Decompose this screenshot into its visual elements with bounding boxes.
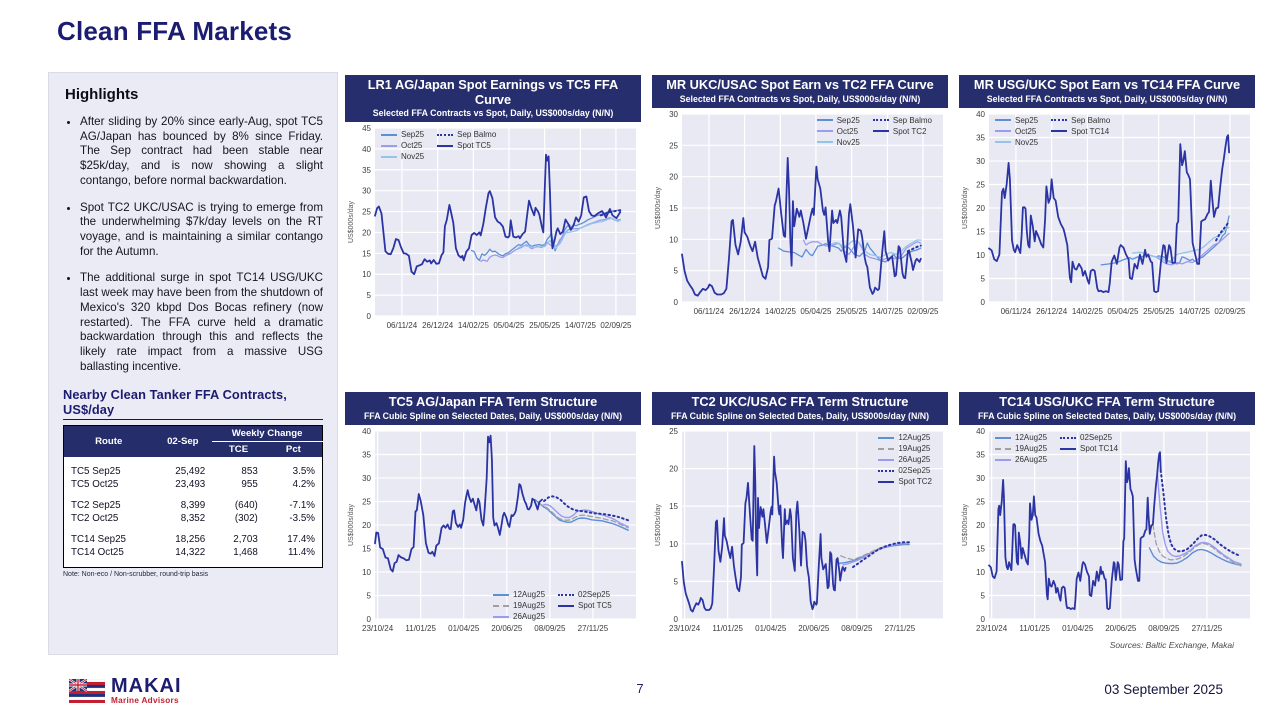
chart-subtitle: Selected FFA Contracts vs Spot, Daily, US$000s/day (N/N)	[986, 93, 1228, 104]
svg-text:5: 5	[366, 291, 371, 301]
legend-line-swatch	[878, 481, 894, 483]
legend-label: 12Aug25	[898, 433, 931, 443]
legend-line-swatch	[558, 605, 574, 607]
legend-label: Sep25	[401, 130, 425, 140]
svg-text:08/09/25: 08/09/25	[841, 624, 873, 634]
highlight-bullet: • Spot TC2 UKC/USAC is trying to emerge from the underwhelming $7k/day levels on the RT voyage, and is maintaining a similar contango for the Autumn.	[80, 201, 323, 260]
legend-line-swatch	[817, 119, 833, 121]
legend-label: Oct25	[1015, 126, 1037, 136]
legend-label: 26Aug25	[898, 455, 931, 465]
chart-header	[959, 392, 1255, 425]
svg-text:14/07/25: 14/07/25	[564, 321, 596, 331]
chart-subtitle: FFA Cubic Spline on Selected Dates, Daily, US$000s/day (N/N)	[363, 411, 623, 422]
svg-text:14/02/25: 14/02/25	[457, 321, 489, 331]
brand-tagline: Marine Advisors	[111, 696, 179, 705]
svg-text:45: 45	[362, 124, 371, 134]
cell-route: TC5 Sep25	[71, 465, 121, 477]
legend-item	[817, 138, 860, 147]
table-footnote: Note: Non-eco / Non-scrubber, round-trip basis	[63, 570, 209, 578]
svg-text:25/05/25: 25/05/25	[529, 321, 561, 331]
svg-text:0: 0	[366, 312, 371, 322]
legend-line-swatch	[817, 130, 833, 132]
chart-panel-mr-tc2-spot	[652, 75, 948, 346]
cell-route: TC14 Sep25	[71, 533, 127, 545]
cell-tce: 1,468	[233, 546, 258, 558]
svg-text:25: 25	[976, 497, 985, 507]
svg-text:20/06/25: 20/06/25	[491, 624, 523, 634]
svg-text:23/10/24: 23/10/24	[976, 624, 1008, 634]
svg-text:5: 5	[673, 577, 678, 587]
legend-label: 19Aug25	[898, 444, 931, 454]
chart-header	[652, 392, 948, 425]
svg-text:26/12/24: 26/12/24	[729, 306, 761, 316]
report-date: 03 September 2025	[1104, 682, 1223, 697]
svg-text:40: 40	[976, 109, 985, 119]
svg-text:20/06/25: 20/06/25	[1105, 624, 1137, 634]
legend-label: 19Aug25	[513, 601, 546, 611]
chart-legend	[995, 433, 1118, 464]
svg-text:10: 10	[362, 270, 371, 280]
chart-legend	[878, 433, 932, 486]
legend-item	[1060, 433, 1118, 442]
cell-value: 8,352	[180, 512, 206, 524]
svg-text:30: 30	[976, 474, 985, 484]
legend-line-swatch	[381, 134, 397, 136]
legend-item	[995, 138, 1038, 147]
highlights-panel	[48, 72, 338, 655]
legend-item	[437, 130, 496, 139]
svg-text:23/10/24: 23/10/24	[362, 624, 394, 634]
legend-label: 02Sep25	[578, 590, 611, 600]
col-header-pct: Pct	[265, 441, 323, 457]
cell-route: TC5 Oct25	[71, 478, 119, 490]
chart-legend	[995, 116, 1110, 147]
svg-text:25: 25	[362, 497, 371, 507]
svg-text:06/11/24: 06/11/24	[693, 306, 725, 316]
cell-route: TC14 Oct25	[71, 546, 124, 558]
cell-value: 23,493	[175, 478, 206, 490]
svg-text:10: 10	[669, 539, 678, 549]
svg-text:14/02/25: 14/02/25	[1071, 306, 1103, 316]
chart-panel-mr-tc14-spot	[959, 75, 1255, 346]
svg-text:30: 30	[362, 187, 371, 197]
cell-tce: 853	[241, 465, 258, 477]
legend-label: Sep Balmo	[457, 130, 497, 140]
legend-line-swatch	[995, 448, 1011, 450]
table-row	[64, 546, 323, 559]
svg-text:20: 20	[976, 521, 985, 531]
legend-label: Spot TC14	[1080, 444, 1119, 454]
svg-text:20: 20	[362, 228, 371, 238]
chart-title: TC14 USG/UKC FFA Term Structure	[999, 394, 1215, 410]
legend-label: Spot TC14	[1071, 126, 1110, 136]
svg-text:20: 20	[362, 521, 371, 531]
svg-text:35: 35	[976, 450, 985, 460]
table-row	[64, 478, 323, 491]
svg-text:0: 0	[980, 615, 985, 625]
svg-text:US$000s/day: US$000s/day	[655, 186, 662, 229]
legend-label: 26Aug25	[1015, 455, 1048, 465]
legend-line-swatch	[558, 594, 574, 596]
svg-text:14/07/25: 14/07/25	[1178, 306, 1210, 316]
svg-text:15: 15	[669, 502, 678, 512]
legend-line-swatch	[381, 145, 397, 147]
legend-label: Nov25	[836, 137, 860, 147]
svg-text:35: 35	[976, 133, 985, 143]
svg-text:27/11/25: 27/11/25	[1191, 624, 1223, 634]
highlights-bullet-list	[63, 115, 323, 375]
legend-line-swatch	[878, 448, 894, 450]
svg-text:08/09/25: 08/09/25	[534, 624, 566, 634]
cell-tce: (640)	[234, 499, 258, 511]
highlight-bullet: • After sliding by 20% since early-Aug, spot TC5 AG/Japan has bounced by 8% since Friday. The Sep contract had been stable near $25k/day, and is now showing a slight contango, before normal backwardation.	[80, 115, 323, 189]
svg-text:14/07/25: 14/07/25	[871, 306, 903, 316]
svg-text:06/11/24: 06/11/24	[386, 321, 418, 331]
chart-subtitle: FFA Cubic Spline on Selected Dates, Daily, US$000s/day (N/N)	[977, 411, 1237, 422]
svg-text:01/04/25: 01/04/25	[448, 624, 480, 634]
svg-text:23/10/24: 23/10/24	[669, 624, 701, 634]
legend-label: Nov25	[1015, 137, 1039, 147]
legend-item	[995, 127, 1038, 136]
legend-item	[873, 127, 932, 136]
table-title: Nearby Clean Tanker FFA Contracts, US$/day	[63, 387, 323, 420]
legend-label: Sep Balmo	[1071, 115, 1111, 125]
svg-text:5: 5	[366, 591, 371, 601]
legend-item	[381, 152, 424, 161]
page-number: 7	[636, 681, 644, 696]
legend-label: Oct25	[836, 126, 859, 136]
svg-text:27/11/25: 27/11/25	[884, 624, 916, 634]
chart-title: MR USG/UKC Spot Earn vs TC14 FFA Curve	[973, 77, 1241, 92]
legend-label: Sep25	[836, 115, 860, 125]
legend-line-swatch	[1060, 448, 1076, 450]
chart-header	[959, 75, 1255, 108]
legend-label: 02Sep25	[898, 466, 931, 476]
legend-item	[995, 444, 1047, 453]
svg-text:15: 15	[669, 203, 678, 213]
col-header-route: Route	[64, 425, 154, 457]
chart-panel-tc2-term-structure	[652, 392, 948, 649]
svg-text:20: 20	[669, 172, 678, 182]
chart-legend	[381, 130, 496, 161]
chart-subtitle: Selected FFA Contracts vs Spot, Daily, US$000s/day (N/N)	[372, 108, 614, 119]
svg-text:40: 40	[362, 427, 371, 437]
svg-text:5: 5	[980, 591, 985, 601]
chart-legend	[817, 116, 932, 147]
legend-item	[817, 127, 860, 136]
cell-pct: -7.1%	[289, 499, 315, 511]
legend-line-swatch	[437, 134, 453, 136]
chart-header	[652, 75, 948, 108]
legend-line-swatch	[493, 605, 509, 607]
svg-text:05/04/25: 05/04/25	[1107, 306, 1139, 316]
legend-item	[558, 601, 612, 610]
chart-title: LR1 AG/Japan Spot Earnings vs TC5 FFA Curve	[367, 77, 619, 107]
svg-text:10: 10	[362, 568, 371, 578]
ffa-contracts-table-section	[63, 387, 323, 578]
legend-item	[1060, 444, 1118, 453]
svg-text:25: 25	[669, 427, 678, 437]
svg-text:11/01/25: 11/01/25	[405, 624, 436, 634]
svg-text:US$000s/day: US$000s/day	[655, 504, 662, 547]
legend-label: 02Sep25	[1080, 433, 1113, 443]
table-row	[64, 533, 323, 546]
svg-text:US$000s/day: US$000s/day	[348, 201, 355, 244]
cell-pct: 17.4%	[287, 533, 315, 545]
legend-item	[381, 130, 424, 139]
svg-text:06/11/24: 06/11/24	[1000, 306, 1032, 316]
legend-line-swatch	[878, 437, 894, 439]
chart-title: TC2 UKC/USAC FFA Term Structure	[691, 394, 909, 410]
chart-panel-tc5-term-structure	[345, 392, 641, 649]
legend-line-swatch	[493, 594, 509, 596]
svg-text:US$000s/day: US$000s/day	[348, 504, 355, 547]
svg-text:0: 0	[980, 297, 985, 307]
svg-text:02/09/25: 02/09/25	[907, 306, 939, 316]
svg-text:25/05/25: 25/05/25	[836, 306, 868, 316]
svg-text:20: 20	[669, 464, 678, 474]
col-header-date: 02-Sep	[153, 425, 212, 457]
cell-route: TC2 Sep25	[71, 499, 121, 511]
svg-text:10: 10	[976, 568, 985, 578]
legend-line-swatch	[878, 459, 894, 461]
chart-subtitle: Selected FFA Contracts vs Spot, Daily, US$000s/day (N/N)	[679, 93, 921, 104]
svg-text:15: 15	[362, 249, 371, 259]
legend-item	[878, 466, 932, 475]
chart-header	[345, 75, 641, 122]
cell-value: 14,322	[175, 546, 206, 558]
chart-panel-tc14-term-structure	[959, 392, 1255, 649]
svg-text:14/02/25: 14/02/25	[764, 306, 796, 316]
svg-text:25: 25	[976, 180, 985, 190]
cell-pct: -3.5%	[289, 512, 315, 524]
cell-tce: 955	[241, 478, 258, 490]
charts-grid	[345, 75, 1255, 649]
legend-line-swatch	[873, 130, 889, 132]
legend-label: Sep Balmo	[892, 115, 932, 125]
legend-line-swatch	[493, 616, 509, 618]
legend-line-swatch	[1051, 130, 1067, 132]
legend-line-swatch	[873, 119, 889, 121]
cell-tce: (302)	[234, 512, 258, 524]
table-row	[64, 499, 323, 512]
legend-line-swatch	[817, 141, 833, 143]
legend-item	[493, 601, 545, 610]
legend-item	[817, 116, 860, 125]
svg-text:0: 0	[673, 297, 678, 307]
svg-text:26/12/24: 26/12/24	[1036, 306, 1068, 316]
legend-label: Spot TC5	[578, 601, 612, 611]
cell-route: TC2 Oct25	[71, 512, 119, 524]
svg-text:40: 40	[976, 427, 985, 437]
legend-item	[1051, 116, 1110, 125]
legend-label: 12Aug25	[513, 590, 546, 600]
svg-text:40: 40	[362, 145, 371, 155]
cell-pct: 4.2%	[292, 478, 315, 490]
cell-value: 8,399	[180, 499, 206, 511]
legend-item	[878, 433, 932, 442]
svg-text:20/06/25: 20/06/25	[798, 624, 830, 634]
svg-text:02/09/25: 02/09/25	[1214, 306, 1246, 316]
legend-label: 19Aug25	[1015, 444, 1048, 454]
svg-text:US$000s/day: US$000s/day	[962, 186, 969, 229]
svg-text:15: 15	[976, 544, 985, 554]
svg-text:27/11/25: 27/11/25	[577, 624, 609, 634]
legend-item	[493, 590, 545, 599]
legend-item	[878, 477, 932, 486]
svg-text:0: 0	[673, 615, 678, 625]
svg-text:02/09/25: 02/09/25	[600, 321, 632, 331]
cell-value: 25,492	[175, 465, 206, 477]
svg-text:01/04/25: 01/04/25	[1062, 624, 1094, 634]
svg-text:26/12/24: 26/12/24	[422, 321, 454, 331]
legend-line-swatch	[995, 437, 1011, 439]
svg-text:05/04/25: 05/04/25	[493, 321, 525, 331]
legend-line-swatch	[995, 119, 1011, 121]
legend-line-swatch	[437, 145, 453, 147]
svg-text:20: 20	[976, 203, 985, 213]
svg-text:5: 5	[980, 274, 985, 284]
chart-title: TC5 AG/Japan FFA Term Structure	[388, 394, 598, 410]
svg-text:10: 10	[669, 235, 678, 245]
brand-name: MAKAI	[111, 675, 182, 697]
svg-text:5: 5	[673, 266, 678, 276]
legend-label: 12Aug25	[1015, 433, 1048, 443]
legend-line-swatch	[1051, 119, 1067, 121]
legend-label: Oct25	[401, 141, 423, 151]
svg-text:25: 25	[362, 207, 371, 217]
table-row	[64, 512, 323, 525]
svg-text:0: 0	[366, 615, 371, 625]
legend-item	[437, 141, 496, 150]
chart-header	[345, 392, 641, 425]
col-header-weekly-change: Weekly Change	[212, 425, 322, 441]
highlights-heading: Highlights	[65, 86, 139, 103]
legend-item	[878, 444, 932, 453]
legend-line-swatch	[995, 459, 1011, 461]
col-header-tce: TCE	[212, 441, 265, 457]
legend-line-swatch	[381, 156, 397, 158]
legend-label: Spot TC2	[892, 126, 927, 136]
svg-text:35: 35	[362, 450, 371, 460]
svg-text:30: 30	[362, 474, 371, 484]
svg-text:08/09/25: 08/09/25	[1148, 624, 1180, 634]
svg-text:10: 10	[976, 250, 985, 260]
svg-text:30: 30	[976, 156, 985, 166]
legend-label: Spot TC5	[457, 141, 491, 151]
chart-legend	[493, 590, 612, 621]
svg-text:05/04/25: 05/04/25	[800, 306, 832, 316]
svg-text:US$000s/day: US$000s/day	[962, 504, 969, 547]
legend-line-swatch	[1060, 437, 1076, 439]
legend-line-swatch	[878, 470, 894, 472]
legend-label: 26Aug25	[513, 612, 546, 622]
legend-item	[1051, 127, 1110, 136]
cell-pct: 11.4%	[287, 546, 315, 558]
legend-item	[995, 433, 1047, 442]
legend-label: Spot TC2	[898, 477, 932, 487]
sources-note: Sources: Baltic Exchange, Makai	[1109, 640, 1234, 650]
chart-subtitle: FFA Cubic Spline on Selected Dates, Daily, US$000s/day (N/N)	[670, 411, 930, 422]
ffa-contracts-table	[63, 425, 323, 568]
legend-item	[558, 590, 612, 599]
legend-item	[493, 612, 545, 621]
legend-line-swatch	[995, 141, 1011, 143]
svg-text:35: 35	[362, 166, 371, 176]
table-row	[64, 465, 323, 478]
legend-item	[995, 455, 1047, 464]
svg-text:15: 15	[976, 227, 985, 237]
cell-tce: 2,703	[233, 533, 258, 545]
legend-item	[381, 141, 424, 150]
legend-line-swatch	[995, 130, 1011, 132]
cell-value: 18,256	[175, 533, 206, 545]
svg-text:25/05/25: 25/05/25	[1143, 306, 1175, 316]
chart-title: MR UKC/USAC Spot Earn vs TC2 FFA Curve	[666, 77, 934, 92]
chart-panel-lr1-tc5-spot	[345, 75, 641, 346]
svg-text:30: 30	[669, 109, 678, 119]
cell-pct: 3.5%	[292, 465, 315, 477]
svg-text:11/01/25: 11/01/25	[1019, 624, 1050, 634]
legend-item	[995, 116, 1038, 125]
svg-text:15: 15	[362, 544, 371, 554]
svg-text:01/04/25: 01/04/25	[755, 624, 787, 634]
highlight-bullet: • The additional surge in spot TC14 USG/UKC last week may have been from the shutdown of Mexico's 320 kbpd Dos Bocas refinery (now restarted). The FFA curve held a dramatic backwardation through this and reflects the likely rate impact from a massive USG ballasting incentive.	[80, 271, 323, 374]
page-title: Clean FFA Markets	[57, 16, 293, 46]
legend-item	[878, 455, 932, 464]
legend-label: Sep25	[1015, 115, 1039, 125]
legend-label: Nov25	[401, 152, 425, 162]
svg-text:25: 25	[669, 141, 678, 151]
svg-text:11/01/25: 11/01/25	[712, 624, 743, 634]
legend-item	[873, 116, 932, 125]
